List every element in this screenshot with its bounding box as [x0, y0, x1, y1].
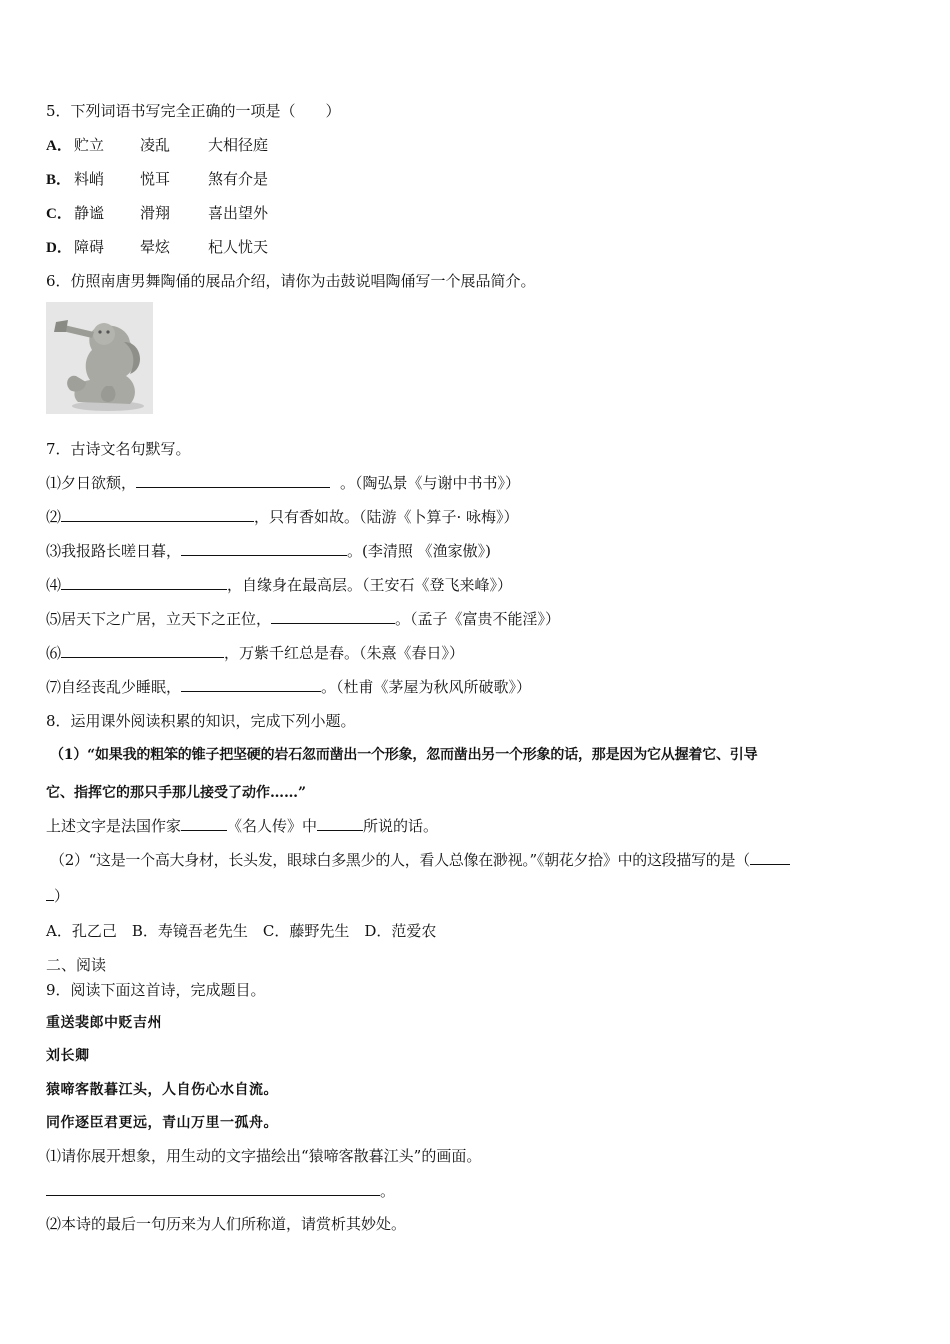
q9-sub2: ⑵本诗的最后一句历来为人们所称道，请赏析其妙处。 [46, 1215, 407, 1233]
item-text: ⑹ [46, 644, 62, 662]
option-word: 料峭 [74, 170, 105, 188]
section-title: 二、阅读 [46, 956, 107, 974]
answer-blank[interactable] [136, 473, 330, 488]
q8-sub2-line2 [46, 886, 69, 906]
answer-blank[interactable] [46, 1181, 380, 1196]
option-word: 大相径庭 [208, 136, 269, 154]
option-word: 静谧 [74, 204, 105, 222]
q5-stem: 5．下列词语书写完全正确的一项是（ ） [46, 102, 341, 120]
answer-blank[interactable] [61, 643, 224, 658]
q7-item-6 [46, 643, 464, 663]
answer-blank[interactable] [61, 507, 254, 522]
sub1-end: 。 [380, 1182, 396, 1200]
sub2-text: （2）“这是一个高大身材，长头发，眼球白多黑少的人，看人总像在渺视。”《朝花夕拾》中的这段描写的是（ [50, 851, 750, 869]
fill-text: 《名人传》中 [227, 817, 318, 835]
q7-item-4 [46, 575, 512, 595]
answer-blank[interactable] [181, 816, 227, 831]
q5-option-d[interactable] [46, 237, 268, 258]
q5-option-a[interactable] [46, 135, 268, 156]
item-text: 。（陶弘景《与谢中书书》） [340, 474, 521, 492]
q7-item-7 [46, 677, 531, 697]
q8-sub2-line1 [50, 850, 790, 870]
option-word: 喜出望外 [208, 204, 269, 222]
q8-options[interactable]: A．孔乙己 B．寿镜吾老先生 C．藤野先生 D．范爱农 [46, 922, 437, 940]
terracotta-figurine-image [46, 302, 153, 414]
answer-blank[interactable] [181, 541, 347, 556]
answer-blank[interactable] [750, 850, 790, 865]
poem-line-1: 猿啼客散暮江头，人自伤心水自流。 [46, 1082, 278, 1098]
q6-stem: 6．仿照南唐男舞陶俑的展品介绍，请你为击鼓说唱陶俑写一个展品简介。 [46, 272, 536, 290]
q8-quote-line1: （1）“如果我的粗笨的锥子把坚硬的岩石忽而凿出一个形象，忽而凿出另一个形象的话，那是因为它从握着它、引导 [50, 747, 758, 763]
answer-blank[interactable] [271, 609, 395, 624]
option-word: 杞人忧天 [208, 238, 269, 256]
answer-blank[interactable] [317, 816, 363, 831]
item-text: ，只有香如故。（陆游《卜算子· 咏梅》） [254, 508, 519, 526]
item-text: 。（孟子《富贵不能淫》） [395, 610, 561, 628]
answer-blank[interactable] [181, 677, 321, 692]
option-label: B． [46, 172, 72, 188]
option-word: 滑翔 [140, 204, 171, 222]
q5-option-c[interactable] [46, 203, 268, 224]
answer-blank[interactable] [46, 886, 54, 901]
item-text: ⑷ [46, 576, 62, 594]
option-label: D． [46, 240, 72, 256]
q7-item-5 [46, 609, 560, 629]
poem-line-2: 同作逐臣君更远，青山万里一孤舟。 [46, 1115, 278, 1131]
item-text: ，万紫千红总是春。（朱熹《春日》） [224, 644, 465, 662]
item-text: ，自缘身在最高层。（王安石《登飞来峰》） [227, 576, 513, 594]
q8-quote-line2: 它、指挥它的那只手那儿接受了动作……” [46, 785, 307, 801]
option-label: A． [46, 138, 72, 154]
q9-sub1-answer [46, 1181, 395, 1201]
poem-title: 重送裴郎中贬吉州 [46, 1015, 162, 1031]
sub2-text: ） [54, 887, 70, 905]
q7-stem: 7．古诗文名句默写。 [46, 440, 191, 458]
q8-fill-line [46, 816, 438, 836]
option-word: 贮立 [74, 136, 105, 154]
q5-option-b[interactable] [46, 169, 268, 190]
option-word: 凌乱 [140, 136, 171, 154]
fill-text: 上述文字是法国作家 [46, 817, 182, 835]
option-word: 悦耳 [140, 170, 171, 188]
terracotta-drummer-figurine-icon [46, 302, 153, 414]
option-word: 障碍 [74, 238, 105, 256]
item-text: ⑵ [46, 508, 62, 526]
answer-blank[interactable] [61, 575, 227, 590]
q7-item-2 [46, 507, 519, 527]
option-label: C． [46, 206, 72, 222]
q8-stem: 8．运用课外阅读积累的知识，完成下列小题。 [46, 712, 356, 730]
item-text: ⑺自经丧乱少睡眠， [46, 678, 182, 696]
q7-item-3 [46, 541, 491, 561]
q9-sub1: ⑴请你展开想象，用生动的文字描绘出“猿啼客散暮江头”的画面。 [46, 1147, 482, 1165]
item-text: ⑴夕日欲颓， [46, 474, 137, 492]
poem-author: 刘长卿 [46, 1048, 90, 1064]
option-word: 煞有介是 [208, 170, 269, 188]
item-text: ⑶我报路长嗟日暮， [46, 542, 182, 560]
item-text: 。（杜甫《茅屋为秋风所破歌》） [321, 678, 532, 696]
item-text: 。(李清照 《渔家傲》) [347, 542, 491, 560]
q9-stem: 9．阅读下面这首诗，完成题目。 [46, 981, 266, 999]
fill-text: 所说的话。 [363, 817, 439, 835]
q7-item-1 [46, 473, 520, 493]
option-word: 晕炫 [140, 238, 171, 256]
item-text: ⑸居天下之广居，立天下之正位， [46, 610, 272, 628]
